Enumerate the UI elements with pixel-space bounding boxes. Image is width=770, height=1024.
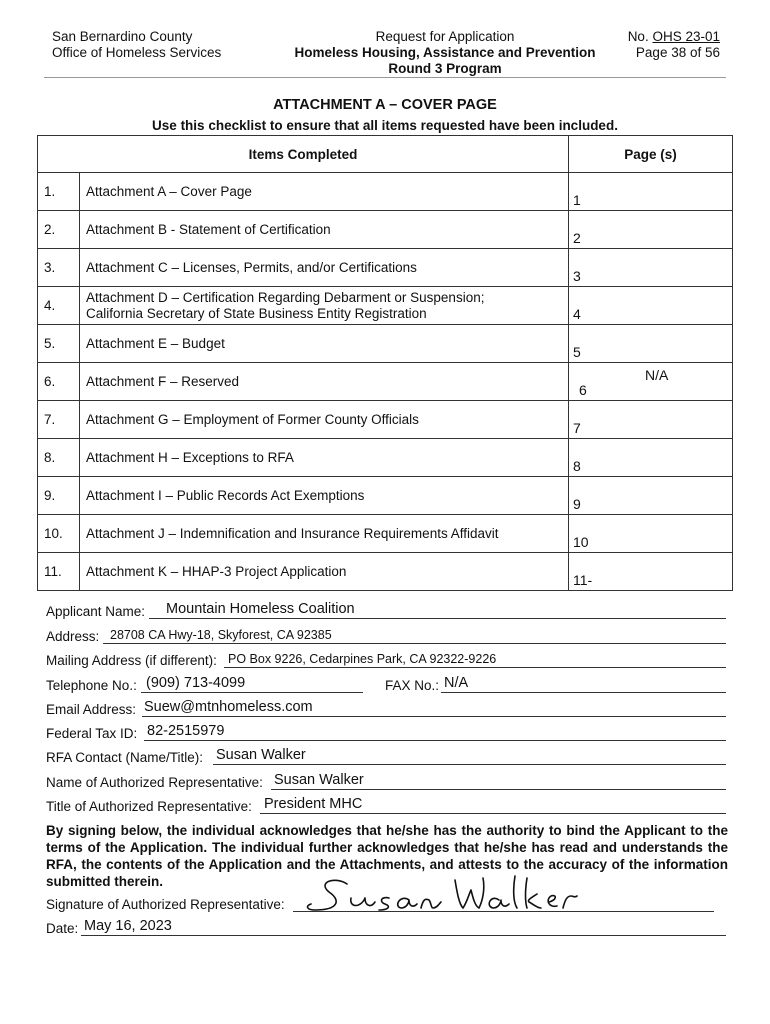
auth-rep-name-value[interactable]: Susan Walker — [274, 772, 364, 788]
page-title: ATTACHMENT A – COVER PAGE — [273, 97, 497, 113]
auth-rep-title-value[interactable]: President MHC — [264, 796, 363, 812]
row-number: 3. — [38, 249, 80, 287]
row-page: 9 — [573, 496, 581, 512]
row-description: Attachment I – Public Records Act Exemptions — [80, 477, 569, 515]
row-description: Attachment B - Statement of Certification — [80, 211, 569, 249]
center-line-3: Round 3 Program — [388, 61, 502, 76]
row-number: 1. — [38, 173, 80, 211]
table-row — [38, 477, 733, 515]
table-row — [38, 249, 733, 287]
table-row — [38, 515, 733, 553]
row-number: 4. — [38, 287, 80, 325]
telephone-label: Telephone No.: — [46, 678, 137, 693]
date-line[interactable] — [81, 919, 726, 936]
col-items-header: Items Completed — [38, 136, 569, 173]
row-description: Attachment C – Licenses, Permits, and/or Certifications — [80, 249, 569, 287]
row-page-cell[interactable] — [569, 477, 733, 515]
row-page: 5 — [573, 344, 581, 360]
row-page: 2 — [573, 230, 581, 246]
mailing-address-label: Mailing Address (if different): — [46, 653, 217, 668]
row-description: Attachment G – Employment of Former County Officials — [80, 401, 569, 439]
applicant-name-field — [46, 601, 726, 619]
row-page: 3 — [573, 268, 581, 284]
row-description-line-1: Attachment D – Certification Regarding Debarment or Suspension; — [86, 289, 485, 305]
row-number: 10. — [38, 515, 80, 553]
auth-rep-title-field — [46, 796, 726, 814]
col-pages-header: Page (s) — [569, 136, 733, 173]
row-page-cell[interactable] — [569, 249, 733, 287]
row-page: 1 — [573, 192, 581, 208]
fax-line[interactable] — [441, 676, 726, 693]
row-page-cell[interactable] — [569, 173, 733, 211]
rfa-contact-label: RFA Contact (Name/Title): — [46, 750, 204, 765]
row-number: 11. — [38, 553, 80, 591]
address-label: Address: — [46, 629, 100, 644]
page-info: Page 38 of 56 — [635, 45, 720, 60]
table-header-row — [38, 136, 733, 173]
row-page: 7 — [573, 420, 581, 436]
header-doc-info — [628, 29, 720, 61]
org-line-2: Office of Homeless Services — [52, 45, 222, 60]
header-center — [270, 29, 620, 77]
table-row — [38, 363, 733, 401]
row-number: 8. — [38, 439, 80, 477]
auth-rep-title-label: Title of Authorized Representative: — [46, 799, 252, 814]
row-page: 11- — [573, 572, 593, 588]
row-page-cell[interactable] — [569, 553, 733, 591]
rfa-contact-value[interactable]: Susan Walker — [216, 747, 306, 763]
row-page-cell[interactable] — [569, 515, 733, 553]
telephone-value[interactable]: (909) 713-4099 — [146, 675, 246, 691]
row-description: Attachment E – Budget — [80, 325, 569, 363]
doc-number — [628, 29, 720, 45]
row-page-cell[interactable] — [569, 439, 733, 477]
phone-fax-field — [46, 675, 726, 693]
row-page-cell[interactable] — [569, 287, 733, 325]
acknowledgement-text: By signing below, the individual acknowledges that he/she has the authority to bind the Applicant to the terms of the Application. The individual further acknowledges that he/she has read and understands the RFA, the contents of the Application and the Attachments, and attests to the accuracy of the information submitted therein. — [46, 823, 728, 889]
applicant-name-label: Applicant Name: — [46, 604, 146, 619]
row-description: Attachment K – HHAP-3 Project Application — [80, 553, 569, 591]
table-row — [38, 439, 733, 477]
email-field — [46, 699, 726, 717]
rfa-contact-field — [46, 747, 726, 765]
mailing-address-field — [46, 650, 726, 668]
row-number: 2. — [38, 211, 80, 249]
row-number: 7. — [38, 401, 80, 439]
center-line-2: Homeless Housing, Assistance and Prevention — [294, 45, 596, 60]
date-field — [46, 918, 726, 936]
fax-label: FAX No.: — [385, 678, 440, 693]
table-row — [38, 287, 733, 325]
row-page: 10 — [573, 534, 589, 550]
row-description — [80, 287, 569, 325]
table-row — [38, 325, 733, 363]
tax-id-field — [46, 723, 726, 741]
header-divider — [44, 77, 726, 78]
page-subtitle: Use this checklist to ensure that all items requested have been included. — [152, 118, 618, 133]
row-page-cell[interactable] — [569, 211, 733, 249]
row-description: Attachment A – Cover Page — [80, 173, 569, 211]
row-page: 6 — [579, 382, 587, 398]
fax-value[interactable]: N/A — [444, 675, 469, 691]
doc-number-value: OHS 23-01 — [652, 29, 720, 44]
auth-rep-name-field — [46, 772, 726, 790]
mailing-address-value[interactable]: PO Box 9226, Cedarpines Park, CA 92322-9226 — [228, 652, 497, 666]
auth-rep-name-label: Name of Authorized Representative: — [46, 775, 263, 790]
date-value[interactable]: May 16, 2023 — [84, 918, 172, 934]
doc-number-prefix: No. — [627, 29, 653, 44]
row-description: Attachment H – Exceptions to RFA — [80, 439, 569, 477]
table-row — [38, 173, 733, 211]
row-page: 8 — [573, 458, 581, 474]
checklist-table — [37, 135, 733, 591]
row-page-cell[interactable] — [569, 401, 733, 439]
tax-id-line[interactable] — [144, 724, 726, 741]
applicant-name-value[interactable]: Mountain Homeless Coalition — [166, 601, 355, 617]
row-description-line-2: California Secretary of State Business Entity Registration — [86, 305, 427, 321]
table-row — [38, 211, 733, 249]
row-note: N/A — [645, 367, 669, 383]
header-org — [52, 29, 221, 61]
email-value[interactable]: Suew@mtnhomeless.com — [144, 699, 313, 715]
date-label: Date: — [46, 921, 79, 936]
row-description: Attachment J – Indemnification and Insurance Requirements Affidavit — [80, 515, 569, 553]
handwritten-signature — [305, 872, 595, 918]
address-field — [46, 626, 726, 644]
table-row — [38, 401, 733, 439]
row-description: Attachment F – Reserved — [80, 363, 569, 401]
center-line-1: Request for Application — [375, 29, 515, 44]
table-row — [38, 553, 733, 591]
tax-id-value[interactable]: 82-2515979 — [147, 723, 225, 739]
row-page: 4 — [573, 306, 581, 322]
email-label: Email Address: — [46, 702, 137, 717]
row-number: 6. — [38, 363, 80, 401]
address-value[interactable]: 28708 CA Hwy-18, Skyforest, CA 92385 — [110, 628, 332, 642]
row-number: 9. — [38, 477, 80, 515]
row-page-cell[interactable] — [569, 363, 733, 401]
signature-label: Signature of Authorized Representative: — [46, 897, 285, 912]
row-page-cell[interactable] — [569, 325, 733, 363]
org-line-1: San Bernardino County — [52, 29, 193, 44]
row-number: 5. — [38, 325, 80, 363]
tax-id-label: Federal Tax ID: — [46, 726, 138, 741]
